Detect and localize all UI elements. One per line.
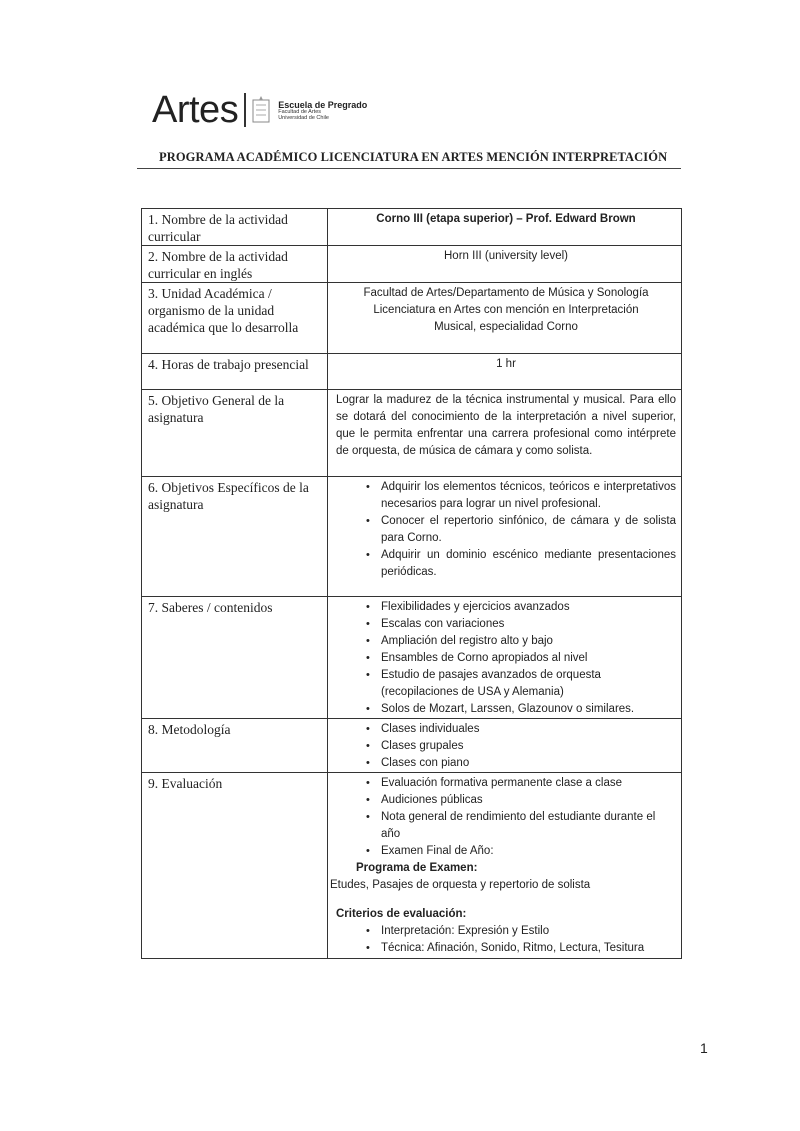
- row-label: 3. Unidad Académica / organismo de la unidad académica que lo desarrolla: [142, 283, 328, 354]
- table-row: [142, 246, 682, 283]
- hours-value: 1 hr: [328, 354, 682, 390]
- list-item: • Ampliación del registro alto y bajo: [366, 633, 676, 650]
- exam-program-text: Etudes, Pasajes de orquesta y repertorio de solista: [330, 879, 591, 891]
- table-row: [142, 597, 682, 719]
- list-item: • Clases individuales: [366, 721, 676, 738]
- table-row: [142, 477, 682, 597]
- list-item: • Solos de Mozart, Larssen, Glazounov o similares.: [366, 701, 676, 718]
- specific-objectives-value: [328, 477, 682, 597]
- list-item: • Examen Final de Año:: [366, 843, 676, 860]
- row-label: 4. Horas de trabajo presencial: [142, 354, 328, 390]
- course-name-english-value: Horn III (university level): [328, 246, 682, 283]
- list-item: • Adquirir un dominio escénico mediante presentaciones periódicas.: [366, 547, 676, 581]
- university-name: Universidad de Chile: [278, 114, 329, 121]
- list-item: • Técnica: Afinación, Sonido, Ritmo, Lectura, Tesitura: [366, 940, 676, 957]
- course-name-value: Corno III (etapa superior) – Prof. Edward Brown: [328, 209, 682, 246]
- course-info-table: [141, 208, 682, 959]
- evaluation-list: [336, 775, 676, 860]
- list-item: • Clases con piano: [366, 755, 676, 772]
- logo-separator: [244, 93, 246, 127]
- methodology-value: [328, 719, 682, 773]
- logo-word: Artes: [152, 89, 239, 131]
- evaluation-value: [328, 773, 682, 959]
- school-name: Escuela de Pregrado: [278, 99, 368, 110]
- list-item: • Evaluación formativa permanente clase a clase: [366, 775, 676, 792]
- row-label: 8. Metodología: [142, 719, 328, 773]
- methodology-list: [336, 721, 676, 772]
- table-row: [142, 390, 682, 477]
- list-item: • Conocer el repertorio sinfónico, de cámara y de solista para Corno.: [366, 513, 676, 547]
- title-underline: [137, 168, 681, 169]
- logo-text: [278, 101, 367, 122]
- faculty-name: Facultad de Artes: [278, 108, 322, 115]
- page-number: 1: [700, 1040, 708, 1056]
- table-row: [142, 283, 682, 354]
- contents-list: [336, 599, 676, 718]
- row-label: 5. Objetivo General de la asignatura: [142, 390, 328, 477]
- list-item: • Interpretación: Expresión y Estilo: [366, 923, 676, 940]
- row-label: 1. Nombre de la actividad curricular: [142, 209, 328, 246]
- row-label: 2. Nombre de la actividad curricular en inglés: [142, 246, 328, 283]
- table-row: [142, 719, 682, 773]
- row-label: 6. Objetivos Específicos de la asignatura: [142, 477, 328, 597]
- list-item: • Audiciones públicas: [366, 792, 676, 809]
- spacer: [336, 894, 676, 906]
- list-item: • Ensambles de Corno apropiados al nivel: [366, 650, 676, 667]
- university-seal-icon: [250, 95, 272, 125]
- academic-unit-line: Facultad de Artes/Departamento de Música y Sonología: [363, 287, 649, 299]
- list-item: • Nota general de rendimiento del estudiante durante el año: [366, 809, 676, 843]
- academic-unit-line: Licenciatura en Artes con mención en Interpretación Musical, especialidad Corno: [373, 304, 639, 333]
- list-item: • Clases grupales: [366, 738, 676, 755]
- program-title: PROGRAMA ACADÉMICO LICENCIATURA EN ARTES MENCIÓN INTERPRETACIÓN: [159, 150, 668, 164]
- list-item: • Adquirir los elementos técnicos, teóricos e interpretativos necesarios para lograr un nivel profesional.: [366, 479, 676, 513]
- artes-logo: [152, 88, 367, 132]
- criteria-heading: Criterios de evaluación:: [336, 908, 467, 920]
- list-item: • Estudio de pasajes avanzados de orquesta (recopilaciones de USA y Alemania): [366, 667, 676, 701]
- table-row: [142, 209, 682, 246]
- academic-unit-value: [328, 283, 682, 354]
- row-label: 9. Evaluación: [142, 773, 328, 959]
- row-label: 7. Saberes / contenidos: [142, 597, 328, 719]
- list-item: • Escalas con variaciones: [366, 616, 676, 633]
- exam-program-heading: Programa de Examen:: [356, 862, 478, 874]
- specific-objectives-list: [336, 479, 676, 581]
- table-row: [142, 354, 682, 390]
- list-item: • Flexibilidades y ejercicios avanzados: [366, 599, 676, 616]
- contents-value: [328, 597, 682, 719]
- general-objective-value: Lograr la madurez de la técnica instrumental y musical. Para ello se dotará del conocimiento de la interpretación a nivel superior, que le permita enfrentar una carrera profesional como intérprete de orquesta, de música de cámara y como solista.: [328, 390, 682, 477]
- table-row: [142, 773, 682, 959]
- criteria-list: [336, 923, 676, 957]
